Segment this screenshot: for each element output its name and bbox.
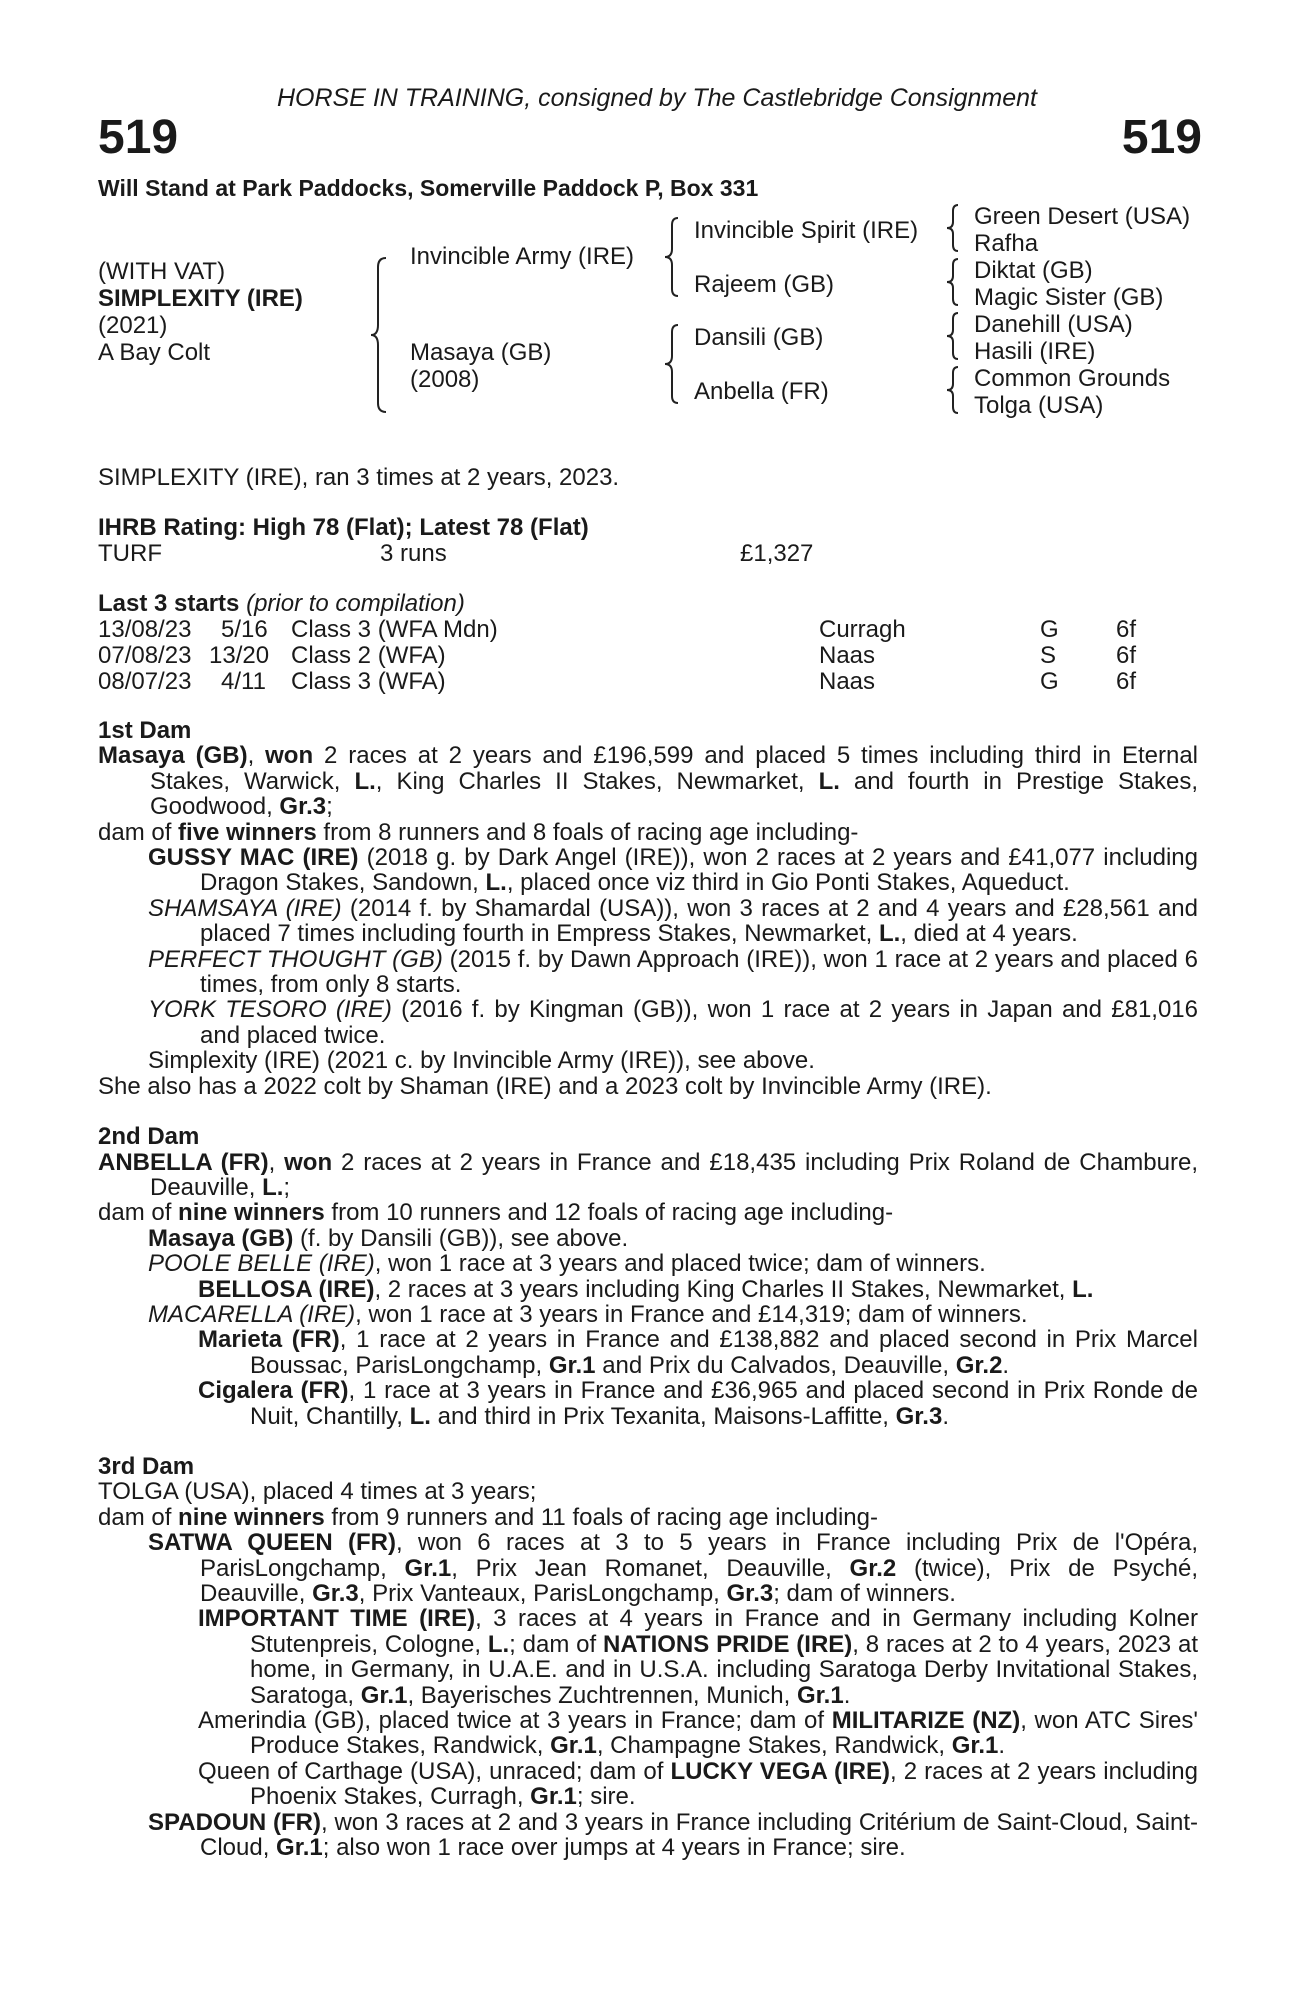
g3-dss: Danehill (USA) — [974, 311, 1133, 338]
record-text: ; dam of — [509, 1630, 604, 1658]
brace-g3-3 — [944, 310, 964, 362]
produce-name: GUSSY MAC (IRE) — [148, 844, 359, 872]
start-course: Naas — [819, 642, 876, 669]
start-distance: 6f — [1116, 616, 1137, 643]
produce-name: YORK TESORO (IRE) — [148, 996, 392, 1024]
g3-sss: Green Desert (USA) — [974, 203, 1191, 230]
listed-mark: L. — [409, 1402, 431, 1430]
record-text: (2016 f. by Kingman (GB)), won 1 race at 2 years in Japan and £81,016 and placed twice. — [200, 996, 1199, 1049]
produce-name: Marieta (FR) — [198, 1326, 340, 1354]
first-dam-heading: 1st Dam — [98, 717, 192, 744]
third-dam-produce-summary — [98, 1505, 1198, 1530]
record-text: (2014 f. by Shamardal (USA)), won 3 races at 2 and 4 years and £28,561 and placed 7 times including fourth in Empress Stakes, Newmarket, — [200, 894, 1198, 948]
record-text: , Bayerisches Zuchtrennen, Munich, — [407, 1681, 797, 1709]
start-going: S — [1040, 642, 1057, 669]
record-text: and fourth in Prestige Stakes, Goodwood, — [150, 767, 1199, 821]
produce-name: SHAMSAYA (IRE) — [148, 894, 342, 922]
first-dam-other-produce: She also has a 2022 colt by Shaman (IRE) and a 2023 colt by Invincible Army (IRE). — [98, 1072, 992, 1100]
g3-sdd: Magic Sister (GB) — [974, 284, 1164, 311]
dam-dam-name: Anbella (FR) — [694, 378, 829, 405]
record-text: (2018 g. by Dark Angel (IRE)), won 2 races at 2 years and £41,077 including Dragon Stakes, Sandown, — [200, 844, 1199, 897]
third-dam-record: TOLGA (USA), placed 4 times at 3 years; — [98, 1478, 537, 1506]
g3-dsd: Hasili (IRE) — [974, 338, 1096, 365]
listed-mark: L. — [878, 920, 901, 948]
record-text: (f. by Dansili (GB)), see above. — [293, 1224, 629, 1252]
first-dam-produce-summary — [98, 820, 1198, 845]
lot-number-left: 519 — [98, 111, 179, 164]
produce-entry — [98, 1810, 1198, 1861]
listed-mark: L. — [487, 1630, 510, 1658]
record-text: , Champagne Stakes, Randwick, — [596, 1732, 952, 1760]
record-text: , won 3 races at 2 and 3 years in France including Critérium de Saint-Cloud, Saint-Cloud, — [200, 1808, 1199, 1862]
second-dam-record: ANBELLA (FR), won 2 races at 2 years in France and £18,435 including Prix Roland de Chambure, Deauville, L.; — [98, 1148, 1198, 1201]
group-mark: Gr.3 — [895, 1402, 943, 1430]
second-dam-produce-summary — [98, 1200, 1198, 1225]
group-mark: Gr.1 — [548, 1351, 596, 1379]
g3-ddd: Tolga (USA) — [974, 392, 1104, 419]
produce-name: NATIONS PRIDE (IRE) — [603, 1630, 853, 1658]
g3-sds: Diktat (GB) — [974, 257, 1093, 284]
record-text: . — [942, 1402, 949, 1430]
produce-name: LUCKY VEGA (IRE) — [670, 1757, 890, 1785]
record-text: , won 1 race at 3 years in France and £14,319; dam of winners. — [355, 1300, 1028, 1328]
record-text: dam of — [98, 1199, 179, 1227]
produce-entry — [98, 845, 1198, 896]
produce-name: BELLOSA (IRE) — [198, 1275, 375, 1303]
record-text: , 2 races at 3 years including King Charles II Stakes, Newmarket, — [374, 1275, 1073, 1303]
starts-heading — [98, 591, 465, 617]
consignor-line: HORSE IN TRAINING, consigned by The Castlebridge Consignment — [276, 84, 1038, 112]
starts-note: (prior to compilation) — [246, 590, 465, 617]
brace-g3-2 — [944, 256, 964, 308]
start-race: Class 3 (WFA Mdn) — [291, 616, 498, 643]
record-text: from 10 runners and 12 foals of racing age including- — [324, 1199, 894, 1227]
rating-runs: 3 runs — [380, 540, 447, 567]
start-position: 13/20 — [209, 642, 270, 669]
record-text: , 3 races at 4 years in France and in Germany including Kolner Stutenpreis, Cologne, — [250, 1605, 1199, 1658]
group-mark: Gr.1 — [550, 1732, 597, 1760]
produce-entry — [98, 1530, 1198, 1606]
produce-name: Masaya (GB) — [148, 1224, 294, 1252]
dam-name: Masaya (GB) — [410, 339, 552, 366]
record-text: , 1 race at 3 years in France and £36,965 and placed second in Prix Ronde de Nuit, Chantilly, — [250, 1377, 1198, 1430]
produce-entry — [98, 997, 1198, 1048]
produce-name: MACARELLA (IRE) — [148, 1300, 356, 1328]
group-mark: Gr.2 — [955, 1351, 1003, 1379]
sire-name: Invincible Army (IRE) — [410, 243, 635, 270]
group-mark: Gr.1 — [951, 1732, 999, 1760]
listed-mark: L. — [485, 869, 507, 897]
record-text: , 1 race at 2 years in France and £138,882 and placed second in Prix Marcel Boussac, ParisLongchamp, — [250, 1326, 1198, 1379]
produce-entry: Simplexity (IRE) (2021 c. by Invincible Army (IRE)), see above. — [148, 1047, 815, 1075]
produce-entry — [98, 1226, 1198, 1251]
brace-g3-4 — [944, 364, 964, 416]
record-text: , died at 4 years. — [900, 920, 1078, 948]
produce-name: POOLE BELLE (IRE) — [148, 1250, 375, 1278]
produce-name: SPADOUN (FR) — [148, 1808, 322, 1836]
group-mark: Gr.1 — [796, 1681, 844, 1709]
record-text: (2015 f. by Dawn Approach (IRE)), won 1 race at 2 years and placed 6 times, from only 8 starts. — [200, 945, 1198, 999]
record-text: , Prix Vanteaux, ParisLongchamp, — [358, 1580, 727, 1607]
produce-name: Cigalera (FR) — [198, 1377, 349, 1405]
start-date: 13/08/23 — [98, 616, 192, 643]
grand-produce-entry — [98, 1759, 1198, 1810]
winners-count: nine winners — [178, 1503, 325, 1531]
produce-entry — [98, 947, 1198, 998]
start-date: 08/07/23 — [98, 668, 192, 695]
record-text: ; — [283, 1173, 291, 1201]
start-date: 07/08/23 — [98, 642, 192, 669]
start-position: 5/16 — [221, 616, 268, 643]
horse-name: SIMPLEXITY (IRE) — [98, 285, 303, 312]
g3-dds: Common Grounds — [974, 365, 1171, 392]
record-text: , won 1 race at 3 years and placed twice; dam of winners. — [374, 1250, 986, 1278]
record-text: 2 races at 2 years and £196,599 and placed 5 times including third in Eternal Stakes, Warwick, — [150, 742, 1198, 795]
rating-surface: TURF — [98, 540, 162, 567]
record-text: from 9 runners and 11 foals of racing age including- — [324, 1503, 878, 1531]
winners-count: five winners — [178, 818, 317, 846]
record-text: ; dam of winners. — [773, 1580, 956, 1607]
second-dam-heading: 2nd Dam — [98, 1123, 200, 1151]
record-text: , Prix Jean Romanet, Deauville, — [451, 1554, 850, 1582]
record-text: dam of — [98, 818, 179, 846]
record-text: ; also won 1 race over jumps at 4 years in France; sire. — [322, 1834, 906, 1862]
record-text: , placed once viz third in Gio Ponti Stakes, Aqueduct. — [506, 869, 1070, 897]
produce-name: PERFECT THOUGHT (GB) — [148, 945, 443, 973]
dam-sections — [98, 718, 1198, 1860]
brace-generation-1 — [368, 255, 392, 415]
grand-produce-entry — [98, 1606, 1198, 1708]
produce-entry — [98, 1251, 1198, 1276]
produce-name: SATWA QUEEN (FR) — [148, 1529, 396, 1557]
sire-dam-name: Rajeem (GB) — [694, 271, 835, 298]
horse-year: (2021) — [98, 312, 168, 339]
start-race: Class 2 (WFA) — [291, 642, 446, 669]
record-text: ; — [326, 793, 333, 821]
brace-dam-line — [662, 322, 684, 406]
record-text: , 8 races at 2 to 4 years, 2023 at home, in Germany, in U.A.E. and in U.S.A. including Saratoga Derby Invitational Stakes, Saratoga, — [250, 1630, 1199, 1709]
group-mark: Gr.2 — [849, 1554, 897, 1582]
record-text: Amerindia (GB), placed twice at 3 years in France; dam of — [198, 1707, 832, 1735]
start-distance: 6f — [1116, 642, 1137, 669]
dam-sire-name: Dansili (GB) — [694, 324, 824, 351]
horse-description: A Bay Colt — [98, 339, 211, 366]
produce-name: IMPORTANT TIME (IRE) — [198, 1605, 476, 1633]
brace-sire-line — [662, 215, 684, 299]
starts-title: Last 3 starts — [98, 590, 240, 617]
start-course: Naas — [819, 668, 876, 695]
dam-name: ANBELLA (FR) — [98, 1148, 269, 1176]
group-mark: Gr.1 — [360, 1681, 408, 1709]
record-text: , 2 races at 2 years including Phoenix Stakes, Curragh, — [250, 1757, 1198, 1811]
group-mark: Gr.3 — [312, 1580, 359, 1607]
rating-prize: £1,327 — [740, 540, 814, 567]
listed-mark: L. — [818, 767, 840, 795]
first-dam-record: Masaya (GB), won 2 races at 2 years and £196,599 and placed 5 times including third in Eternal Stakes, Warwick, L., King Charles II Stakes, Newmarket, L. and fourth in Prestige Stakes, Goodwood, Gr.3; — [98, 742, 1199, 821]
grand-produce-entry — [98, 1378, 1198, 1429]
group-mark: Gr.1 — [404, 1554, 452, 1582]
record-text: and Prix du Calvados, Deauville, — [595, 1351, 956, 1379]
produce-name: MILITARIZE (NZ) — [831, 1707, 1021, 1735]
dam-year: (2008) — [410, 366, 480, 393]
record-text: (twice), Prix de Psyché, Deauville, — [200, 1554, 1198, 1607]
record-text: Queen of Carthage (USA), unraced; dam of — [198, 1757, 671, 1785]
start-going: G — [1040, 668, 1059, 695]
brace-g3-1 — [944, 202, 964, 254]
record-text: and third in Prix Texanita, Maisons-Laffitte, — [430, 1402, 896, 1430]
grand-produce-entry — [98, 1327, 1198, 1378]
group-mark: Gr.3 — [279, 793, 327, 821]
group-mark: Gr.1 — [276, 1834, 323, 1862]
record-text: , King Charles II Stakes, Newmarket, — [375, 767, 819, 795]
won-label: won — [284, 1148, 333, 1176]
record-text: . — [998, 1732, 1006, 1760]
start-distance: 6f — [1116, 668, 1137, 695]
record-text: 2 races at 2 years in France and £18,435 including Prix Roland de Chambure, Deauville, — [150, 1148, 1198, 1201]
listed-mark: L. — [1072, 1275, 1094, 1303]
record-text: ; sire. — [576, 1783, 636, 1811]
record-text: . — [1002, 1351, 1010, 1379]
record-text: dam of — [98, 1503, 179, 1531]
listed-mark: L. — [262, 1173, 284, 1201]
winners-count: nine winners — [178, 1199, 325, 1227]
group-mark: Gr.3 — [726, 1580, 774, 1607]
record-text: from 8 runners and 8 foals of racing age including- — [316, 818, 859, 846]
lot-number-right: 519 — [1121, 111, 1202, 164]
dam-name: Masaya (GB) — [98, 742, 248, 770]
won-label: won — [265, 742, 314, 770]
grand-produce-entry — [98, 1277, 1198, 1302]
record-text: , won ATC Sires' Produce Stakes, Randwick, — [250, 1707, 1199, 1760]
record-text: . — [843, 1681, 851, 1709]
start-race: Class 3 (WFA) — [291, 668, 446, 695]
vat-note: (WITH VAT) — [98, 258, 226, 285]
group-mark: Gr.1 — [530, 1783, 577, 1811]
record-text: , won 6 races at 3 to 5 years in France including Prix de l'Opéra, ParisLongchamp, — [200, 1529, 1198, 1582]
listed-mark: L. — [354, 767, 376, 795]
third-dam-heading: 3rd Dam — [98, 1452, 195, 1480]
produce-entry — [98, 1302, 1198, 1327]
start-going: G — [1040, 616, 1059, 643]
sire-sire-name: Invincible Spirit (IRE) — [694, 217, 919, 244]
race-summary: SIMPLEXITY (IRE), ran 3 times at 2 years, 2023. — [98, 464, 620, 491]
stable-location: Will Stand at Park Paddocks, Somerville Paddock P, Box 331 — [98, 175, 759, 201]
grand-produce-entry — [98, 1708, 1198, 1759]
g3-ssd: Rafha — [974, 230, 1039, 257]
rating-title: IHRB Rating: High 78 (Flat); Latest 78 (Flat) — [98, 514, 589, 541]
start-position: 4/11 — [221, 668, 266, 695]
produce-entry — [98, 896, 1198, 947]
start-course: Curragh — [819, 616, 906, 643]
